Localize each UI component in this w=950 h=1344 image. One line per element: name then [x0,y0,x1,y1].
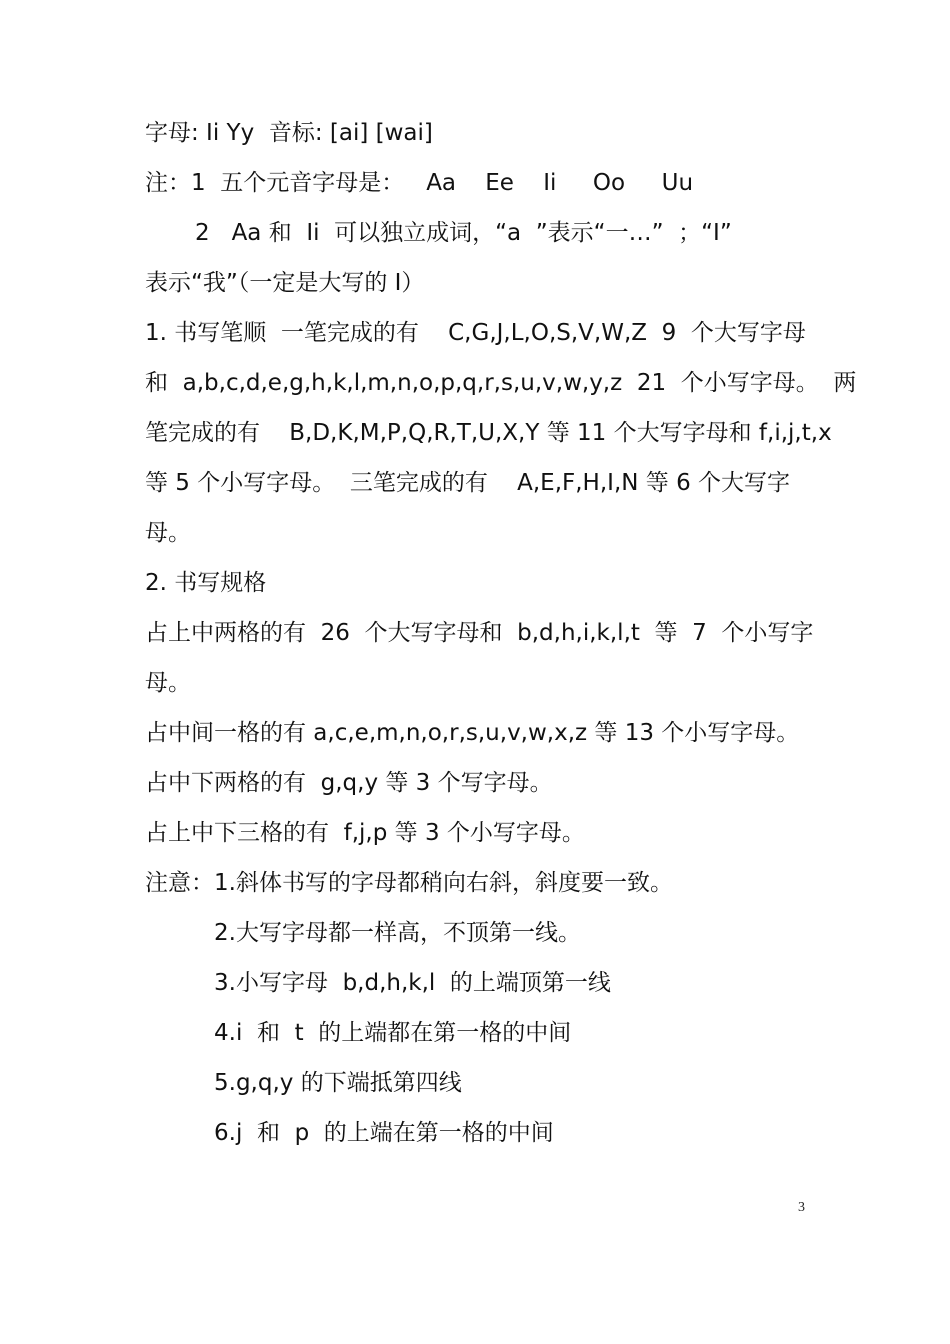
note-item-6: 6.j 和 p 的上端在第一格的中间 [214,1120,554,1146]
capital-i-meaning-line: 表示“我”（一定是大写的 I） [145,270,425,296]
upper-middle-line: 占上中两格的有 26 个大写字母和 b,d,h,i,k,l,t 等 7 个小写字 [145,620,814,646]
vowels-note-line: 注：1 五个元音字母是： Aa Ee Ii Oo Uu [145,170,694,196]
upper-middle-line-2: 母。 [145,670,191,696]
upper-middle-lower-line: 占上中下三格的有 f,j,p 等 3 个小写字母。 [145,820,585,846]
note-item-3: 3.小写字母 b,d,h,k,l 的上端顶第一线 [214,970,611,996]
letters-ipa-line: 字母: Ii Yy 音标: [ai] [wai] [145,120,433,146]
stroke-order-line-2: 和 a,b,c,d,e,g,h,k,l,m,n,o,p,q,r,s,u,v,w,y,z 21 个小写字母。 两 [145,370,857,396]
note-item-4: 4.i 和 t 的上端都在第一格的中间 [214,1020,572,1046]
note-item-5: 5.g,q,y 的下端抵第四线 [214,1070,462,1096]
stroke-order-line-4: 等 5 个小写字母。 三笔完成的有 A,E,F,H,I,N 等 6 个大写字 [145,470,791,496]
middle-only-line: 占中间一格的有 a,c,e,m,n,o,r,s,u,v,w,x,z 等 13 个小写字母。 [145,720,800,746]
middle-lower-line: 占中下两格的有 g,q,y 等 3 个写字母。 [145,770,553,796]
standalone-words-line: 2 Aa 和 Ii 可以独立成词，“a ”表示“一…” ；“I” [195,220,732,246]
stroke-order-heading-line: 1. 书写笔顺 一笔完成的有 C,G,J,L,O,S,V,W,Z 9 个大写字母 [145,320,806,346]
note-item-2: 2.大写字母都一样高，不顶第一线。 [214,920,581,946]
writing-spec-heading: 2. 书写规格 [145,570,267,596]
stroke-order-line-3: 笔完成的有 B,D,K,M,P,Q,R,T,U,X,Y 等 11 个大写字母和 f,i,j,t,x [145,420,832,446]
stroke-order-line-5: 母。 [145,520,191,546]
notes-heading-line: 注意：1.斜体书写的字母都稍向右斜，斜度要一致。 [145,870,673,896]
page-number: 3 [798,1200,805,1215]
